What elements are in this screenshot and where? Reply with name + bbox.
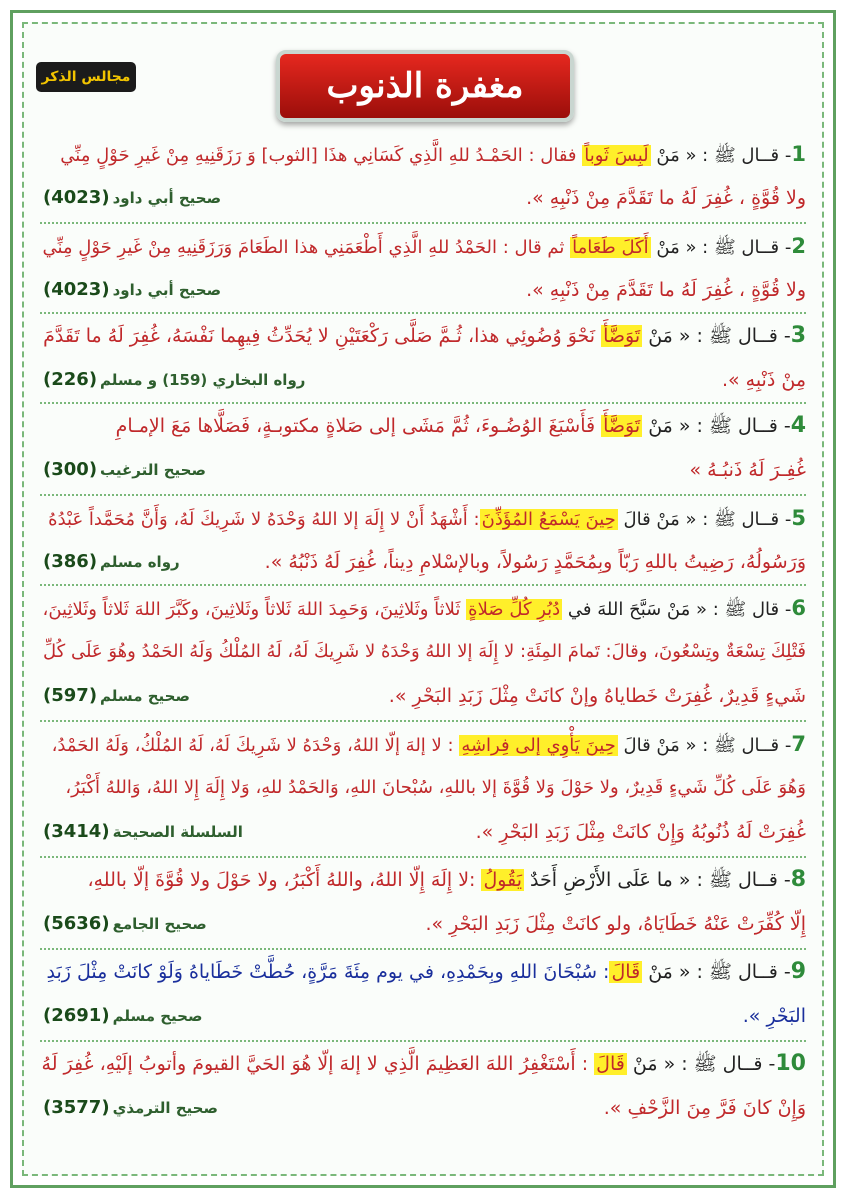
source-number: (597) — [43, 685, 98, 706]
source-name: صحيح أبي داود — [112, 189, 222, 207]
hadith-line — [40, 404, 806, 448]
hadith-3 — [40, 314, 806, 402]
hadith-highlight: حِينَ يَأْوِي إلى فِراشِهِ — [461, 735, 616, 756]
hadith-1 — [40, 132, 806, 220]
hadith-line — [40, 176, 806, 220]
source-name: رواه مسلم — [100, 553, 180, 571]
hadith-text: ثَلاثاً وثَلاثِينَ، وَحَمِدَ اللهَ ثَلاثاً وثَلاثِينَ، وكَبَّرَ اللهَ ثَلاثاً وثَلاثِينَ، — [42, 599, 467, 620]
hadith-text: ولا قُوَّةٍ ، غُفِرَ لَهُ ما تَقَدَّمَ مِنْ ذَنْبِهِ ». — [526, 279, 806, 301]
hadith-text: نَحْوَ وُضُوئِي هذا، ثُـمَّ صَلَّى رَكْعَتَيْنِ لا يُحَدِّثُ فِيهِما نَفْسَهُ، غُفِرَ لَهُ ما تَقَدَّمَ — [43, 325, 602, 347]
hadith-highlight: لَبِسَ ثَوباً — [584, 145, 649, 166]
hadith-source — [40, 176, 221, 220]
source-number: (2691) — [43, 1005, 110, 1026]
hadith-text: :لا إِلَهَ إِلّا اللهُ، واللهُ أَكْبَرُ، ولا حَوْلَ ولا قُوَّةَ إلّا باللهِ، — [87, 869, 482, 891]
hadith-line — [40, 1086, 806, 1130]
hadith-source — [40, 902, 207, 946]
hadith-intro: - قــال ﷺ : « مَنْ — [650, 237, 792, 258]
hadith-text: فقال : الحَمْـدُ للهِ الَّذِي كَسَانِي هذَا [الثوب] وَ رَزَقَنِيهِ مِنْ غَيرِ حَوْلٍ مِنِّي — [60, 145, 583, 166]
hadith-line — [40, 674, 806, 718]
hadith-number: 10 — [775, 1051, 806, 1076]
hadith-text: وَرَسُولُهُ، رَضِيتُ باللهِ رَبّاً وبِمُحَمَّدٍ رَسُولاً، وبالإسْلامِ دِيناً، غُفِرَ لَهُ ذَنْبُهُ ». — [264, 551, 806, 573]
hadith-highlight: أَكَلَ طَعَاماً — [572, 237, 649, 258]
hadith-line — [40, 1042, 806, 1086]
source-name: صحيح مسلم — [100, 687, 190, 705]
source-name: صحيح مسلم — [112, 1007, 203, 1025]
source-number: (3414) — [43, 821, 110, 842]
hadith-source — [40, 540, 180, 584]
hadith-number: 3 — [790, 323, 806, 348]
hadith-6 — [40, 586, 806, 718]
hadith-intro: - قــال ﷺ : « مَنْ — [642, 325, 791, 347]
hadith-intro: - قال ﷺ : « مَنْ سَبَّحَ اللهَ في — [562, 599, 792, 620]
hadith-line — [40, 994, 806, 1038]
hadith-intro: - قــال ﷺ : « مَنْ قالَ — [617, 509, 792, 530]
hadith-intro: - قــال ﷺ : « مَنْ — [650, 145, 792, 166]
hadith-line — [40, 858, 806, 902]
source-number: (226) — [43, 369, 98, 390]
hadith-source — [40, 674, 190, 718]
hadith-number: 4 — [790, 413, 806, 438]
hadith-line — [40, 722, 806, 766]
hadith-text: ولا قُوَّةٍ ، غُفِرَ لَهُ ما تَقَدَّمَ مِنْ ذَنْبِهِ ». — [526, 187, 806, 209]
hadith-text: وَإِنْ كانَ فَرَّ مِنَ الزَّحْفِ ». — [603, 1097, 806, 1119]
hadith-intro: - قــال ﷺ : « مَنْ قالَ — [617, 735, 792, 756]
hadith-number: 7 — [791, 732, 806, 756]
hadith-line — [40, 950, 806, 994]
logo — [36, 62, 136, 92]
source-name: رواه البخاري (159) و مسلم — [100, 371, 306, 389]
hadith-text: البَحْرِ ». — [742, 1005, 806, 1027]
source-name: صحيح الترغيب — [100, 461, 206, 479]
hadith-text: فَأَسْبَغَ الوُضُـوءَ، ثُمَّ مَشَى إلى صَلاةٍ مكتوبـةٍ، فَصَلَّاها مَعَ الإمـامِ — [115, 415, 602, 437]
source-number: (5636) — [43, 913, 110, 934]
hadith-line — [40, 132, 806, 176]
hadith-number: 5 — [791, 506, 806, 530]
source-number: (300) — [43, 459, 98, 480]
source-name: صحيح الترمذي — [112, 1099, 218, 1117]
source-name: صحيح الجامع — [112, 915, 207, 933]
hadith-intro: - قــال ﷺ : « مَنْ — [642, 961, 791, 983]
hadith-10 — [40, 1042, 806, 1130]
hadith-line — [40, 902, 806, 946]
hadith-highlight: تَوَضَّأَ — [603, 325, 641, 347]
hadith-highlight: تَوَضَّأَ — [603, 415, 641, 437]
source-number: (3577) — [43, 1097, 110, 1118]
hadith-line — [40, 268, 806, 312]
hadith-7 — [40, 722, 806, 854]
hadith-number: 2 — [791, 234, 806, 258]
hadith-intro: - قــال ﷺ : « مَنْ — [642, 415, 791, 437]
hadith-source — [40, 1086, 218, 1130]
hadith-line — [40, 314, 806, 358]
hadith-text: : أَسْتَغْفِرُ اللهَ العَظِيمَ الَّذِي لا إلهَ إلّا هُوَ الحَيَّ القيومَ وأتوبُ إلَيْهِ، غُفِرَ لَهُ — [41, 1053, 595, 1075]
hadith-text: ثم قال : الحَمْدُ للهِ الَّذِي أَطْعَمَنِي هذا الطَعَامَ وَرَزَقَنِيهِ مِنْ غَيرِ حَوْلٍ مِنِّي — [42, 237, 571, 258]
hadith-highlight: قَالَ — [596, 1053, 625, 1075]
hadith-line — [40, 358, 806, 402]
hadith-number: 6 — [791, 596, 806, 620]
source-number: (4023) — [43, 187, 110, 208]
hadith-intro: - قــال ﷺ : « ما عَلَى الأَرْضِ أَحَدٌ — [524, 869, 791, 891]
hadith-line — [40, 448, 806, 492]
hadith-line — [40, 224, 806, 268]
source-number: (4023) — [43, 279, 110, 300]
hadith-text: شَيءٍ قَدِيرٌ، غُفِرَتْ خَطاياهُ وإنْ كانَتْ مِثْلَ زَبَدِ البَحْرِ ». — [388, 685, 806, 707]
hadith-text: : لا إلهَ إلّا اللهُ، وَحْدَهُ لا شَرِيكَ لَهُ، لَهُ المُلْكُ، وَلَهُ الحَمْدُ، — [51, 735, 460, 756]
hadith-text: : سُبْحَانَ اللهِ وبِحَمْدِهِ، في يوم مِئَةَ مَرَّةٍ، حُطَّتْ خَطَاياهُ وَلَوْ كانَتْ مِثْلَ زَبَدِ — [46, 961, 610, 983]
hadith-source — [40, 994, 202, 1038]
hadith-highlight: دُبُرِ كُلِّ صَلاةٍ — [468, 599, 561, 620]
hadith-line — [40, 810, 806, 854]
hadith-number: 1 — [791, 142, 806, 166]
hadith-4 — [40, 404, 806, 492]
hadith-intro: - قــال ﷺ : « مَنْ — [626, 1053, 776, 1075]
hadith-text: غُفِـرَ لَهُ ذَنبُـهُ » — [689, 459, 806, 481]
hadith-text: فَتْلِكَ تِسْعَةٌ وتِسْعُونَ، وقالَ: تَمامَ المِئَةِ: لا إِلَهَ إلا اللهُ وَحْدَهُ لا شَرِيكَ لَهُ، لَهُ المُلْكُ وَلَهُ الحَمْدُ وهُوَ عَلَى كُلِّ — [43, 641, 806, 662]
hadith-highlight: حِينَ يَسْمَعُ المُؤَذِّنَ — [481, 509, 616, 530]
hadith-text: : أَشْهَدُ أَنْ لا إِلَهَ إلا اللهُ وَحْدَهُ لا شَرِيكَ لَهُ، وَأَنَّ مُحَمَّداً عَبْدُهُ — [48, 509, 480, 530]
hadith-line — [40, 586, 806, 630]
hadith-number: 9 — [790, 959, 806, 984]
source-number: (386) — [43, 551, 98, 572]
hadith-line — [40, 496, 806, 540]
source-name: السلسلة الصحيحة — [112, 823, 243, 841]
hadith-text: إِلّا كُفِّرَتْ عَنْهُ خَطَايَاهُ، ولو كانَتْ مِثْلَ زَبَدِ البَحْرِ ». — [425, 913, 806, 935]
hadith-source — [40, 448, 206, 492]
hadith-line — [40, 540, 806, 584]
hadith-line — [40, 766, 806, 810]
source-name: صحيح أبي داود — [112, 281, 222, 299]
hadith-text: غُفِرَتْ لَهُ ذُنُوبُهُ وَإِنْ كانَتْ مِثْلَ زَبَدِ البَحْرِ ». — [475, 821, 806, 843]
hadith-8 — [40, 858, 806, 946]
hadith-source — [40, 268, 221, 312]
hadith-source — [40, 358, 305, 402]
hadith-source — [40, 810, 243, 854]
hadith-number: 8 — [790, 867, 806, 892]
hadith-text: وَهُوَ عَلَى كُلِّ شَيءٍ قَدِيرٌ، ولا حَوْلَ وَلا قُوَّةَ إلا باللهِ، سُبْحانَ اللهِ، وَالحَمْدُ للهِ، وَلا إِلَهَ إِلا اللهُ، وَاللهُ أَكْبَرُ، — [65, 777, 806, 798]
hadith-text: مِنْ ذَنْبِهِ ». — [721, 369, 806, 391]
logo-text: مجالس الذكر — [41, 69, 131, 85]
hadith-9 — [40, 950, 806, 1038]
hadith-5 — [40, 496, 806, 584]
page-title: مغفرة الذنوب — [326, 66, 524, 106]
title-banner — [276, 50, 574, 122]
hadith-2 — [40, 224, 806, 312]
hadith-highlight: يَقُولُ — [483, 869, 522, 891]
hadith-line — [40, 630, 806, 674]
hadith-highlight: قَالَ — [611, 961, 641, 983]
